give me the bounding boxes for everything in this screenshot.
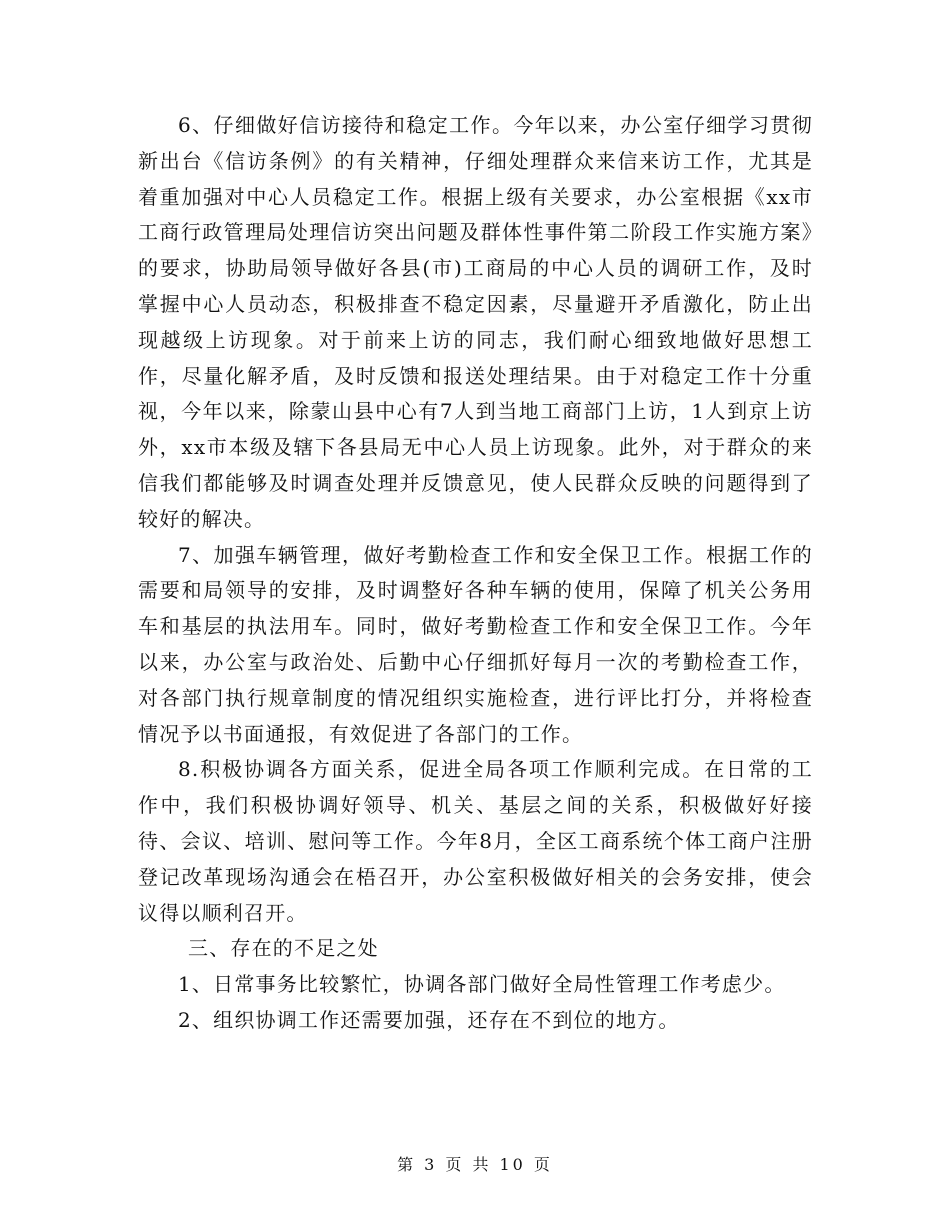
footer-middle: 页 共	[445, 1155, 492, 1174]
footer-page-number: 3	[424, 1155, 438, 1174]
shortcoming-item-1: 1、日常事务比较繁忙，协调各部门做好全局性管理工作考虑少。	[178, 972, 786, 997]
footer-suffix: 页	[533, 1155, 553, 1174]
footer-total-pages: 10	[499, 1155, 526, 1174]
paragraph-petition-work: 6、仔细做好信访接待和稳定工作。今年以来，办公室仔细学习贯彻新出台《信访条例》的有关精神，仔细处理群众来信来访工作，尤其是着重加强对中心人员稳定工作。根据上级有关要求，办公室根据《xx市工商行政管理局处理信访突出问题及群体性事件第二阶段工作实施方案》的要求，协助局领导做好各县(市)工商局的中心人员的调研工作，及时掌握中心人员动态，积极排查不稳定因素，尽量避开矛盾激化，防止出现越级上访现象。对于前来上访的同志，我们耐心细致地做好思想工作，尽量化解矛盾，及时反馈和报送处理结果。由于对稳定工作十分重视，今年以来，除蒙山县中心有7人到当地工商部门上访，1人到京上访外，xx市本级及辖下各县局无中心人员上访现象。此外，对于群众的来信我们都能够及时调查处理并反馈意见，使人民群众反映的问题得到了较好的解决。	[138, 113, 813, 531]
page-footer	[0, 1152, 950, 1175]
footer-prefix: 第	[397, 1155, 417, 1174]
section-heading: 三、存在的不足之处	[188, 936, 379, 961]
shortcoming-item-2: 2、组织协调工作还需要加强，还存在不到位的地方。	[178, 1007, 680, 1032]
paragraph-coordination: 8.积极协调各方面关系，促进全局各项工作顺利完成。在日常的工作中，我们积极协调好领导、机关、基层之间的关系，积极做好好接待、会议、培训、慰问等工作。今年8月，全区工商系统个体工商户注册登记改革现场沟通会在梧召开，办公室积极做好相关的会务安排，使会议得以顺利召开。	[138, 757, 813, 925]
paragraph-vehicle-management: 7、加强车辆管理，做好考勤检查工作和安全保卫工作。根据工作的需要和局领导的安排，及时调整好各种车辆的使用，保障了机关公务用车和基层的执法用车。同时，做好考勤检查工作和安全保卫工作。今年以来，办公室与政治处、后勤中心仔细抓好每月一次的考勤检查工作，对各部门执行规章制度的情况组织实施检查，进行评比打分，并将检查情况予以书面通报，有效促进了各部门的工作。	[138, 542, 813, 746]
document-body	[138, 108, 813, 1039]
